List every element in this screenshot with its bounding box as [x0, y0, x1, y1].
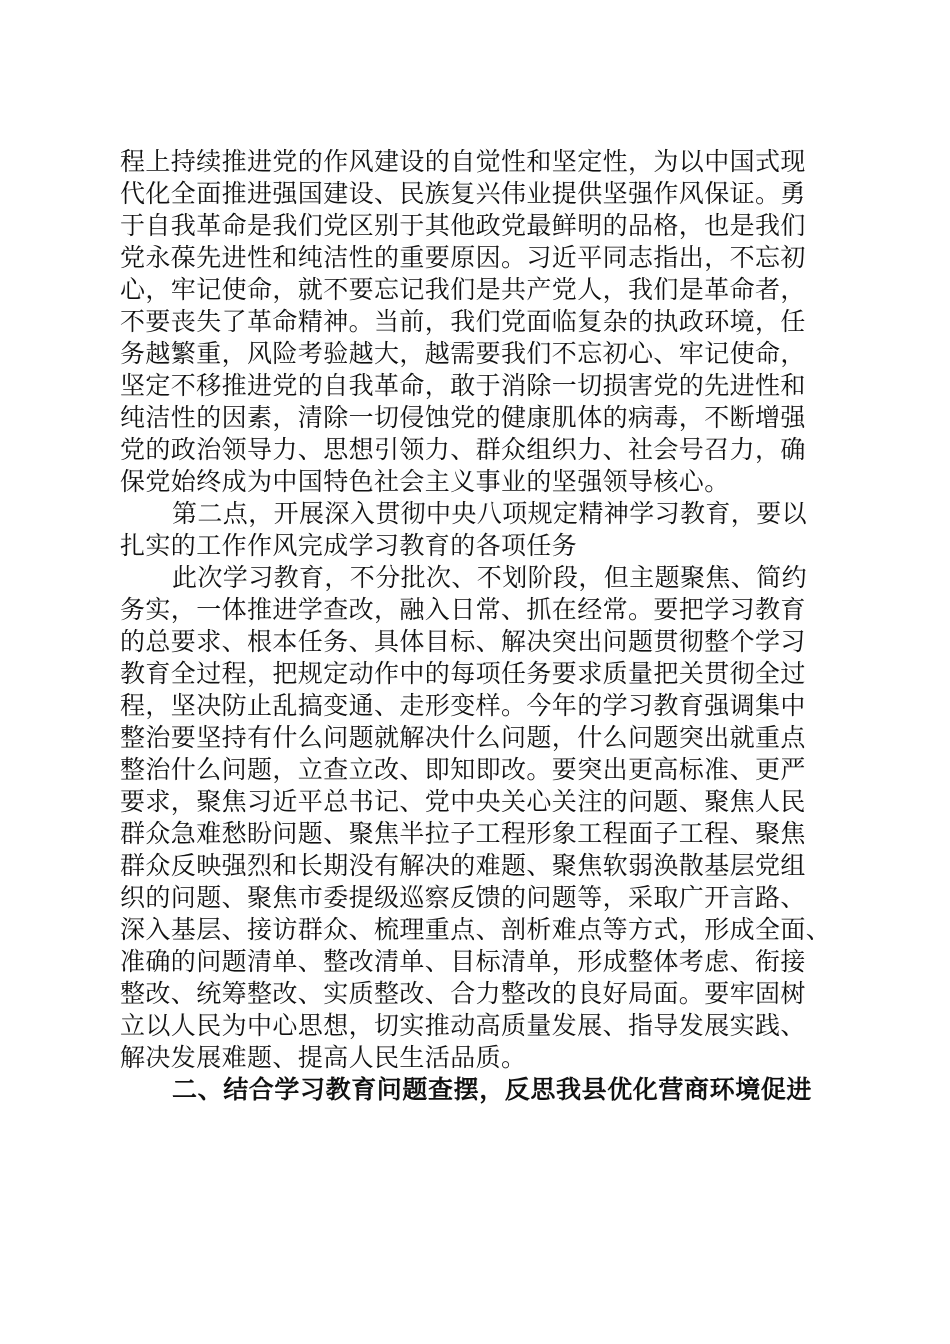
paragraph-line: 整改、统筹整改、实质整改、合力整改的良好局面。要牢固树 [120, 979, 806, 1008]
paragraph-line: 坚定不移推进党的自我革命，敢于消除一切损害党的先进性和 [120, 371, 806, 400]
paragraph-line: 不要丧失了革命精神。当前，我们党面临复杂的执政环境，任 [120, 307, 806, 336]
paragraph-line: 要求，聚焦习近平总书记、党中央关心关注的问题、聚焦人民 [120, 787, 806, 816]
paragraph-line: 党的政治领导力、思想引领力、群众组织力、社会号召力，确 [120, 435, 806, 464]
paragraph-line: 代化全面推进强国建设、民族复兴伟业提供坚强作风保证。勇 [120, 179, 806, 208]
paragraph-line: 整治要坚持有什么问题就解决什么问题，什么问题突出就重点 [120, 723, 806, 752]
paragraph-line: 务实，一体推进学查改，融入日常、抓在经常。要把学习教育 [120, 595, 806, 624]
paragraph-line: 织的问题、聚焦市委提级巡察反馈的问题等，采取广开言路、 [120, 883, 806, 912]
paragraph-line: 准确的问题清单、整改清单、目标清单，形成整体考虑、衔接 [120, 947, 806, 976]
paragraph-line: 教育全过程，把规定动作中的每项任务要求质量把关贯彻全过 [120, 659, 806, 688]
paragraph-line: 心，牢记使命，就不要忘记我们是共产党人，我们是革命者， [120, 275, 806, 304]
section-point-line: 第二点，开展深入贯彻中央八项规定精神学习教育，要以 [172, 499, 808, 528]
paragraph-line: 保党始终成为中国特色社会主义事业的坚强领导核心。 [120, 467, 730, 496]
paragraph-line: 务越繁重，风险考验越大，越需要我们不忘初心、牢记使命， [120, 339, 806, 368]
paragraph-line: 此次学习教育，不分批次、不划阶段，但主题聚焦、简约 [172, 563, 808, 592]
paragraph-line: 群众反映强烈和长期没有解决的难题、聚焦软弱涣散基层党组 [120, 851, 806, 880]
section-heading: 二、结合学习教育问题查摆，反思我县优化营商环境促进 [172, 1075, 813, 1104]
paragraph-line: 于自我革命是我们党区别于其他政党最鲜明的品格，也是我们 [120, 211, 806, 240]
paragraph-line: 程上持续推进党的作风建设的自觉性和坚定性，为以中国式现 [120, 147, 806, 176]
paragraph-line: 立以人民为中心思想，切实推动高质量发展、指导发展实践、 [120, 1011, 806, 1040]
paragraph-line: 程，坚决防止乱搞变通、走形变样。今年的学习教育强调集中 [120, 691, 806, 720]
paragraph-line: 群众急难愁盼问题、聚焦半拉子工程形象工程面子工程、聚焦 [120, 819, 806, 848]
paragraph-line: 深入基层、接访群众、梳理重点、剖析难点等方式，形成全面、 [120, 915, 832, 944]
section-point-line: 扎实的工作作风完成学习教育的各项任务 [120, 531, 578, 560]
paragraph-line: 整治什么问题，立查立改、即知即改。要突出更高标准、更严 [120, 755, 806, 784]
document-body [120, 146, 840, 1106]
paragraph-line: 党永葆先进性和纯洁性的重要原因。习近平同志指出，不忘初 [120, 243, 806, 272]
paragraph-line: 解决发展难题、提高人民生活品质。 [120, 1043, 527, 1072]
paragraph-line: 的总要求、根本任务、具体目标、解决突出问题贯彻整个学习 [120, 627, 806, 656]
paragraph-line: 纯洁性的因素，清除一切侵蚀党的健康肌体的病毒，不断增强 [120, 403, 806, 432]
